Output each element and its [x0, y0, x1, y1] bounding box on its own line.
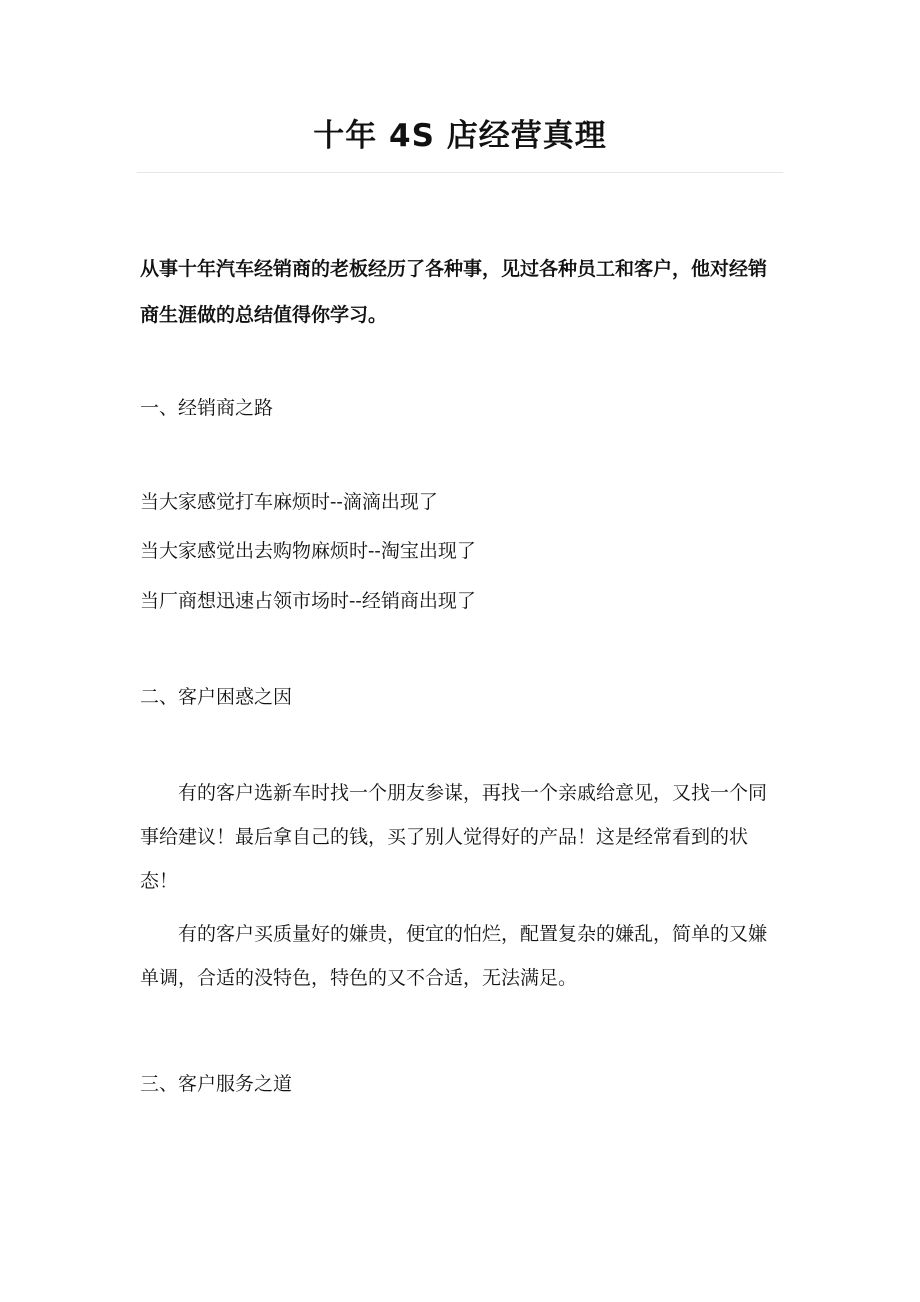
- section-2-heading: 二、客户困惑之因: [140, 686, 293, 708]
- section-3-heading: 三、客户服务之道: [140, 1073, 293, 1095]
- section-1-heading: 一、经销商之路: [140, 397, 274, 419]
- intro-paragraph: 从事十年汽车经销商的老板经历了各种事，见过各种员工和客户，他对经销商生涯做的总结值得你学习。: [140, 258, 768, 326]
- section-2-paragraph: 有的客户买质量好的嫌贵，便宜的怕烂，配置复杂的嫌乱，简单的又嫌单调，合适的没特色，特色的又不合适，无法满足。: [140, 923, 768, 989]
- document-title: 十年 4S 店经营真理: [313, 118, 607, 154]
- section-1-line: 当厂商想迅速占领市场时--经销商出现了: [140, 590, 476, 612]
- title-divider: [137, 172, 783, 173]
- section-1-line: 当大家感觉出去购物麻烦时--淘宝出现了: [140, 540, 476, 562]
- section-1-line: 当大家感觉打车麻烦时--滴滴出现了: [140, 491, 438, 513]
- section-2-paragraph: 有的客户选新车时找一个朋友参谋，再找一个亲戚给意见，又找一个同事给建议！最后拿自己的钱，买了别人觉得好的产品！这是经常看到的状态！: [140, 782, 768, 892]
